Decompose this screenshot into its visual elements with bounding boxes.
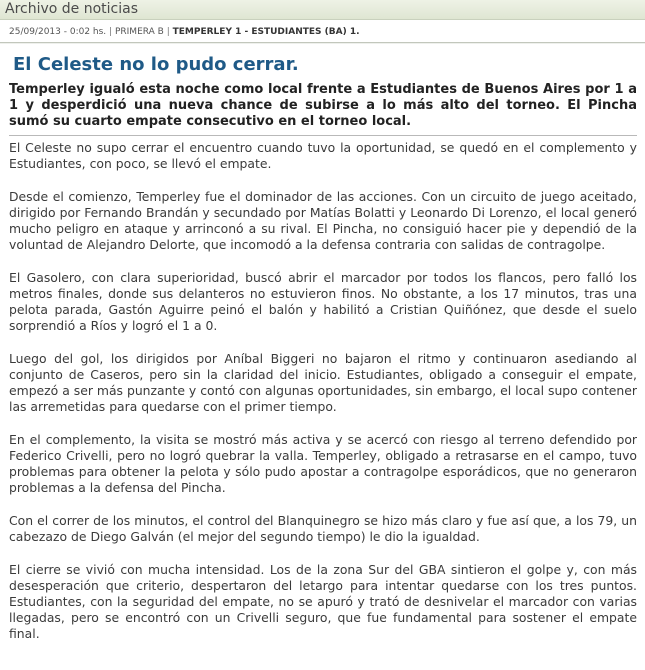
article-paragraph: El Gasolero, con clara superioridad, buscó abrir el marcador por todos los flancos, pero falló los metros finales, donde sus delanteros no estuvieron finos. No obstante, a los 17 minutos, tras una pelota parada, Gastón Aguirre peinó el balón y habilitó a Cristian Quiñónez, que desde el suelo sorprendió a Ríos y logró el 1 a 0. bbox=[9, 270, 637, 333]
article-title: El Celeste no lo pudo cerrar. bbox=[13, 54, 299, 75]
match-result: TEMPERLEY 1 - ESTUDIANTES (BA) 1. bbox=[172, 27, 360, 37]
meta-separator: | bbox=[109, 27, 113, 37]
article-paragraph: Luego del gol, los dirigidos por Aníbal Biggeri no bajaron el ritmo y continuaron asediando al conjunto de Caseros, pero sin la claridad del inicio. Estudiantes, obligado a conseguir el empate, empezó a ser más punzante y contó con algunas oportunidades, sin embargo, el local supo contener las arremetidas para quedarse con el primer tiempo. bbox=[9, 351, 637, 414]
section-title: Archivo de noticias bbox=[5, 1, 139, 17]
article-category: PRIMERA B bbox=[114, 27, 164, 37]
article-body bbox=[9, 140, 637, 642]
article-lead: Temperley igualó esta noche como local frente a Estudiantes de Buenos Aires por 1 a 1 y desperdició una nueva chance de subirse a lo más alto del torneo. El Pincha sumó su cuarto empate consecutivo en el torneo local. bbox=[9, 82, 637, 129]
lead-divider bbox=[9, 135, 637, 136]
article-paragraph: El cierre se vivió con mucha intensidad. Los de la zona Sur del GBA sintieron el golpe y, con más desesperación que criterio, despertaron del letargo para intentar quedarse con los tres puntos. Estudiantes, con la seguridad del empate, no se apuró y trató de desnivelar el marcador con varias llegadas, pero se encontró con un Crivelli seguro, que fue fundamental para sostener el empate final. bbox=[9, 562, 637, 641]
article-paragraph: En el complemento, la visita se mostró más activa y se acercó con riesgo al terreno defendido por Federico Crivelli, pero no logró quebrar la valla. Temperley, obligado a retrasarse en el campo, tuvo problemas para obtener la pelota y sólo pudo apostar a contragolpe esporádicos, que no generaron problemas a la defensa del Pincha. bbox=[9, 432, 637, 495]
article-paragraph: Desde el comienzo, Temperley fue el dominador de las acciones. Con un circuito de juego aceitado, dirigido por Fernando Brandán y secundado por Matías Bolatti y Leonardo Di Lorenzo, el local generó mucho peligro en ataque y arrinconó a su rival. El Pincha, no consiguió hacer pie y dependió de la voluntad de Alejandro Delorte, que incomodó a la defensa contraria con salidas de contragolpe. bbox=[9, 189, 637, 252]
section-header bbox=[0, 0, 645, 20]
meta-separator: | bbox=[166, 27, 170, 37]
article-paragraph: Con el correr de los minutos, el control del Blanquinegro se hizo más claro y fue así que, a los 79, un cabezazo de Diego Galván (el mejor del segundo tiempo) le dio la igualdad. bbox=[9, 513, 637, 544]
article-paragraph: El Celeste no supo cerrar el encuentro cuando tuvo la oportunidad, se quedó en el complemento y Estudiantes, con poco, se llevó el empate. bbox=[9, 140, 637, 171]
article-date: 25/09/2013 - 0:02 hs. bbox=[9, 27, 107, 37]
meta-divider bbox=[0, 42, 645, 44]
article-meta bbox=[0, 20, 645, 40]
